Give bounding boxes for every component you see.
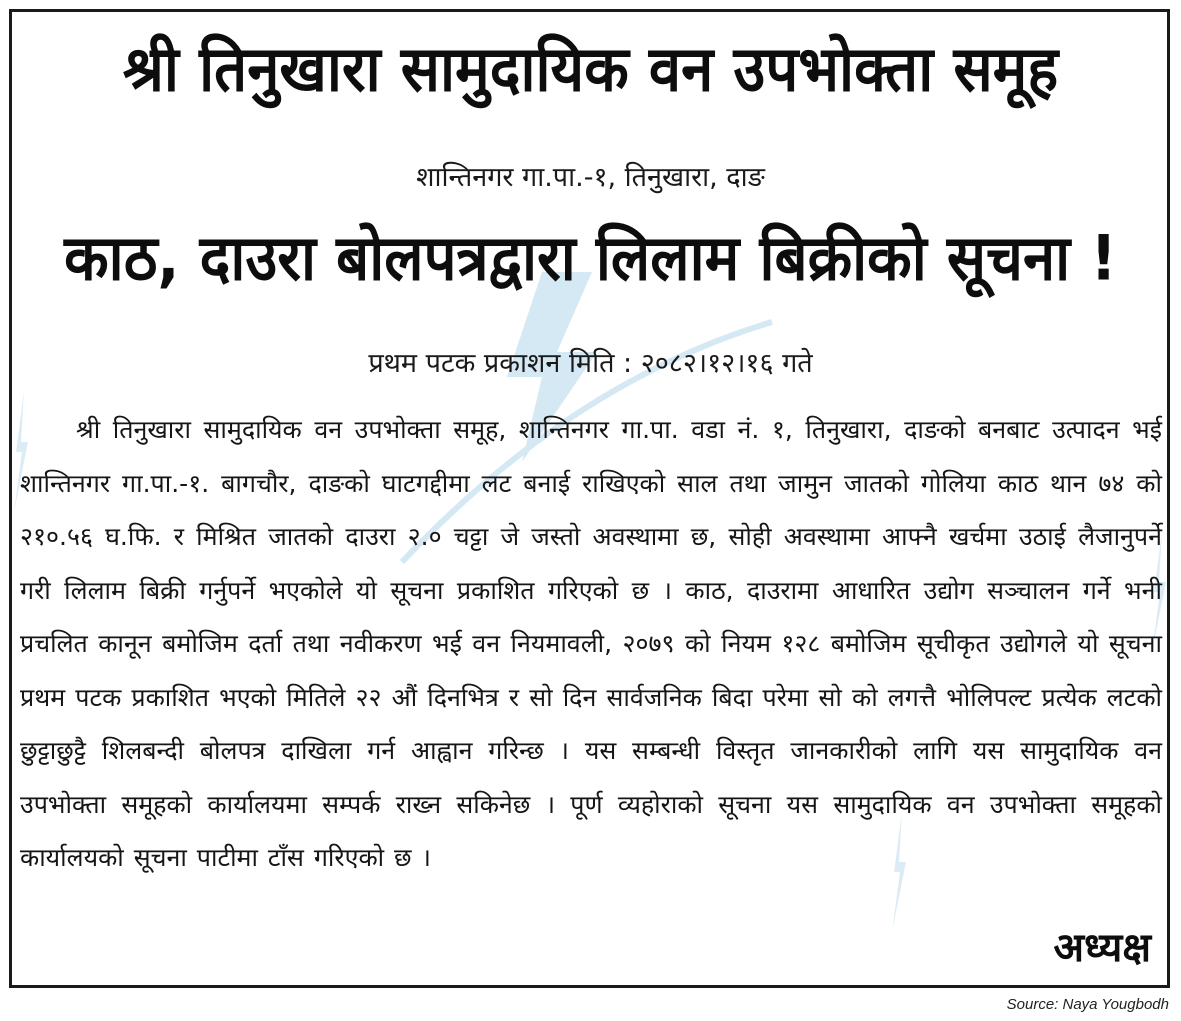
source-credit: Source: Naya Yougbodh <box>1006 996 1169 1013</box>
notice-body <box>20 403 1162 885</box>
notice-headline: काठ, दाउरा बोलपत्रद्वारा लिलाम बिक्रीको सूचना ! <box>64 221 1117 295</box>
organization-address: शान्तिनगर गा.पा.-१, तिनुखारा, दाङ <box>416 162 765 193</box>
notice-body-text: श्री तिनुखारा सामुदायिक वन उपभोक्ता समूह, शान्तिनगर गा.पा. वडा नं. १, तिनुखारा, दाङको बनबाट उत्पादन भई शान्तिनगर गा.पा.-१. बागचौर, दाङको घाटगद्दीमा लट बनाई राखिएको साल तथा जामुन जातको गोलिया काठ थान ७४ को २१०.५६ घ.फि. र मिश्रित जातको दाउरा २.० चट्टा जे जस्तो अवस्थामा छ, सोही अवस्थामा आफ्नै खर्चमा उठाई लैजानुपर्ने गरी लिलाम बिक्री गर्नुपर्ने भएकोले यो सूचना प्रकाशित गरिएको छ । काठ, दाउरामा आधारित उद्योग सञ्चालन गर्ने भनी प्रचलित कानून बमोजिम दर्ता तथा नवीकरण भई वन नियमावली, २०७९ को नियम १२८ बमोजिम सूचीकृत उद्योगले यो सूचना प्रथम पटक प्रकाशित भएको मितिले २२ औं दिनभित्र र सो दिन सार्वजनिक बिदा परेमा सो को लगत्तै भोलिपल्ट प्रत्येक लटको छुट्टाछुट्टै शिलबन्दी बोलपत्र दाखिला गर्न आह्वान गरिन्छ । यस सम्बन्धी विस्तृत जानकारीको लागि यस सामुदायिक वन उपभोक्ता समूहको कार्यालयमा सम्पर्क राख्न सकिनेछ । पूर्ण व्यहोराको सूचना यस सामुदायिक वन उपभोक्ता समूहको कार्यालयको सूचना पाटीमा टाँस गरिएको छ । <box>20 415 1162 872</box>
signatory-title: अध्यक्ष <box>1053 925 1151 971</box>
organization-title: श्री तिनुखारा सामुदायिक वन उपभोक्ता समूह <box>122 32 1059 106</box>
publish-date: प्रथम पटक प्रकाशन मिति : २०८२।१२।१६ गते <box>368 348 813 379</box>
